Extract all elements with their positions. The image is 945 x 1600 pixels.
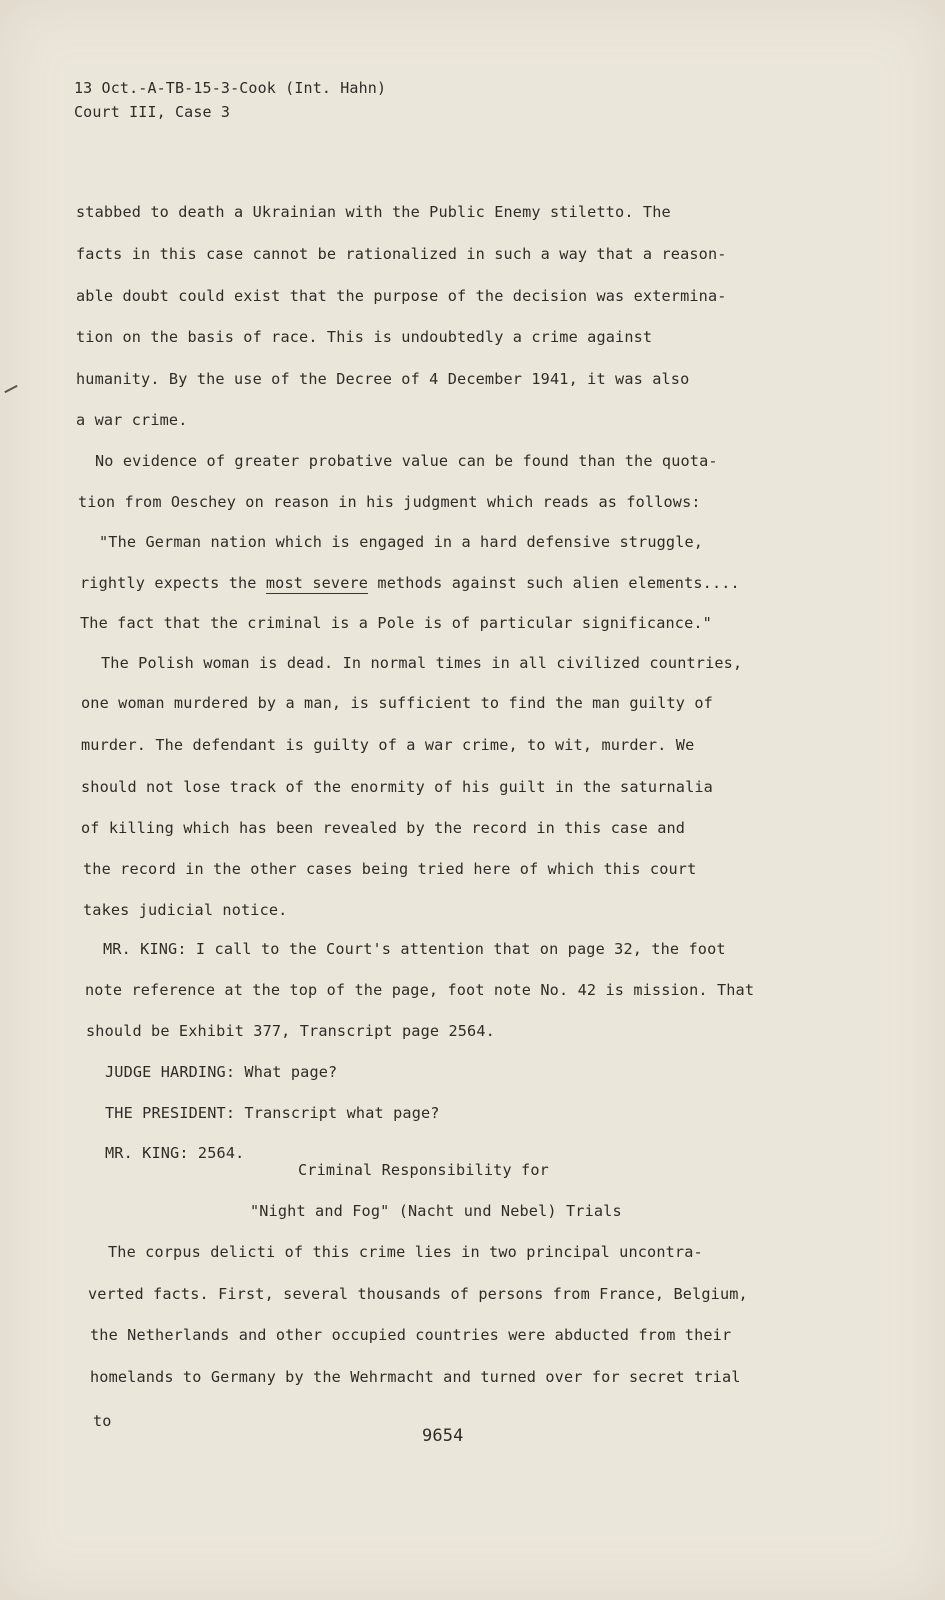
quotation-line: "The German nation which is engaged in a hard defensive struggle, — [99, 533, 704, 551]
speaker-line: THE PRESIDENT: Transcript what page? — [105, 1104, 440, 1122]
body-line: should be Exhibit 377, Transcript page 2564. — [86, 1022, 495, 1040]
body-line: stabbed to death a Ukrainian with the Public Enemy stiletto. The — [76, 203, 671, 221]
body-line: homelands to Germany by the Wehrmacht and turned over for secret trial — [90, 1368, 741, 1386]
body-line: of killing which has been revealed by the record in this case and — [81, 819, 686, 837]
quotation-line: The fact that the criminal is a Pole is of particular significance." — [80, 614, 712, 632]
header-court-line: Court III, Case 3 — [74, 103, 231, 121]
body-line: tion on the basis of race. This is undoubtedly a crime against — [76, 328, 653, 346]
speaker-line: MR. KING: 2564. — [105, 1144, 245, 1162]
body-line: tion from Oeschey on reason in his judgment which reads as follows: — [78, 493, 701, 511]
body-line: one woman murdered by a man, is sufficient to find the man guilty of — [81, 694, 713, 712]
body-line: a war crime. — [76, 411, 188, 429]
section-heading: Criminal Responsibility for — [298, 1161, 549, 1179]
quotation-line — [80, 573, 740, 593]
body-line: takes judicial notice. — [83, 901, 288, 919]
body-line: note reference at the top of the page, foot note No. 42 is mission. That — [85, 981, 755, 999]
body-line: murder. The defendant is guilty of a war crime, to wit, murder. We — [81, 736, 695, 754]
body-line: to — [93, 1412, 112, 1430]
body-line: should not lose track of the enormity of his guilt in the saturnalia — [81, 778, 713, 796]
underlined-phrase: most severe — [265, 574, 369, 592]
body-line: verted facts. First, several thousands of persons from France, Belgium, — [88, 1285, 748, 1303]
speaker-line: MR. KING: I call to the Court's attention that on page 32, the foot — [103, 940, 726, 958]
body-line: the record in the other cases being tried here of which this court — [83, 860, 697, 878]
page-number: 9654 — [422, 1426, 464, 1446]
section-heading: "Night and Fog" (Nacht und Nebel) Trials — [250, 1202, 622, 1220]
body-line: The corpus delicti of this crime lies in two principal uncontra- — [108, 1243, 703, 1261]
speaker-line: JUDGE HARDING: What page? — [105, 1063, 338, 1081]
body-line: The Polish woman is dead. In normal times in all civilized countries, — [101, 654, 743, 672]
body-line: No evidence of greater probative value can be found than the quota- — [95, 452, 718, 470]
body-line: facts in this case cannot be rationalized in such a way that a reason- — [76, 245, 727, 263]
margin-mark — [4, 385, 17, 393]
quotation-text: rightly expects the — [80, 574, 266, 592]
quotation-text: methods against such alien elements.... — [368, 574, 740, 592]
body-line: the Netherlands and other occupied countries were abducted from their — [90, 1326, 732, 1344]
body-line: humanity. By the use of the Decree of 4 December 1941, it was also — [76, 370, 690, 388]
header-case-line: 13 Oct.-A-TB-15-3-Cook (Int. Hahn) — [74, 79, 387, 97]
body-line: able doubt could exist that the purpose of the decision was extermina- — [76, 287, 727, 305]
